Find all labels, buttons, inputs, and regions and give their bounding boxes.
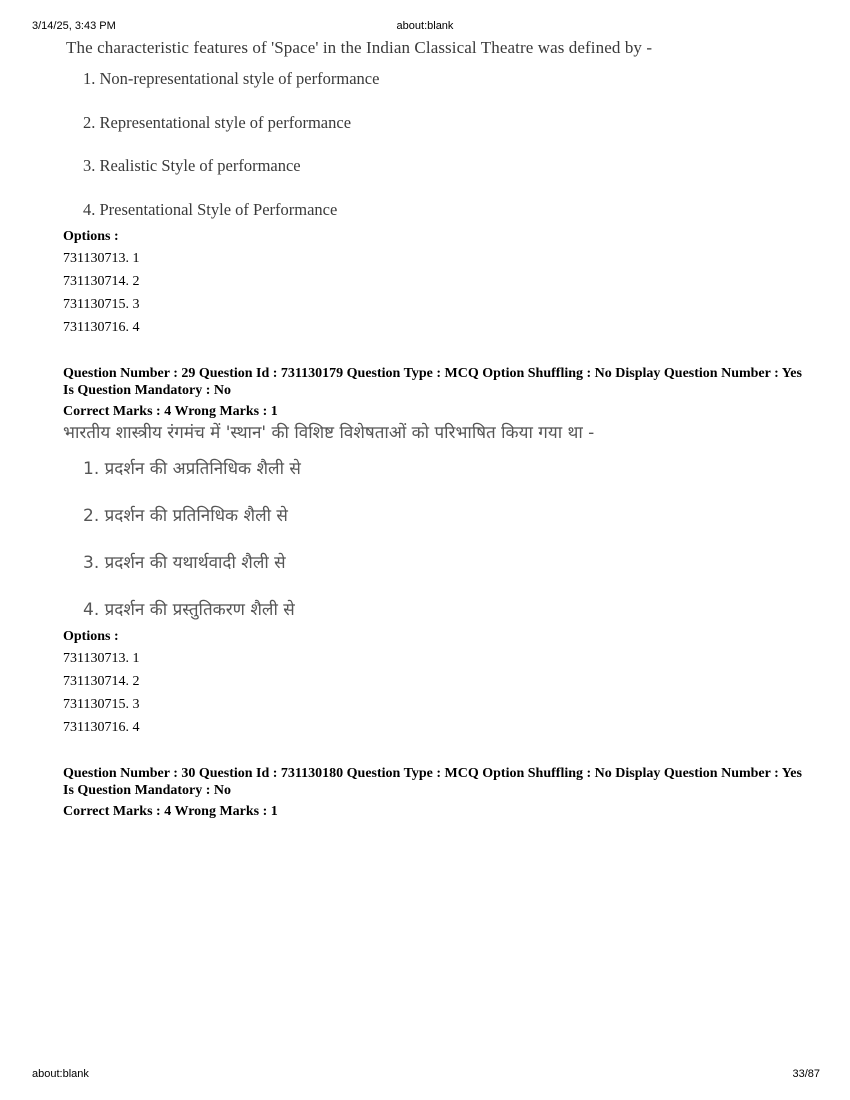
option-row: 731130716. 4 — [63, 719, 140, 735]
choice-2: 2. Representational style of performance — [83, 112, 352, 132]
option-row: 731130716. 4 — [63, 319, 140, 335]
document-body — [63, 38, 813, 820]
option-row: 731130715. 3 — [63, 296, 140, 312]
print-page-title: about:blank — [396, 20, 454, 32]
question-text-hindi: भारतीय शास्त्रीय रंगमंच में 'स्थान' की विशिष्ट विशेषताओं को परिभाषित किया गया था - — [63, 422, 595, 443]
question-block-30 — [63, 765, 813, 820]
question-marks: Correct Marks : 4 Wrong Marks : 1 — [63, 403, 278, 419]
options-list — [63, 247, 813, 339]
option-row: 731130713. 1 — [63, 250, 140, 266]
question-text-english: The characteristic features of 'Space' in the Indian Classical Theatre was defined by - — [66, 38, 653, 57]
option-row: 731130713. 1 — [63, 650, 140, 666]
page-number: 33/87 — [792, 1068, 820, 1080]
choice-4: 4. Presentational Style of Performance — [83, 199, 338, 219]
choice-2: 2. प्रदर्शन की प्रतिनिधिक शैली से — [83, 505, 288, 526]
print-footer-url: about:blank — [32, 1068, 89, 1080]
options-label: Options : — [63, 228, 119, 244]
print-datetime: 3/14/25, 3:43 PM — [32, 20, 116, 32]
choice-3: 3. प्रदर्शन की यथार्थवादी शैली से — [83, 552, 286, 573]
question-block-29 — [63, 365, 813, 739]
choice-3: 3. Realistic Style of performance — [83, 156, 301, 175]
option-row: 731130715. 3 — [63, 696, 140, 712]
question-block-28 — [63, 38, 813, 339]
question-marks: Correct Marks : 4 Wrong Marks : 1 — [63, 803, 278, 819]
question-meta: Question Number : 29 Question Id : 731130179 Question Type : MCQ Option Shuffling : No Display Question Number : Yes Is Question Mandatory : No — [63, 365, 802, 398]
choice-1: 1. प्रदर्शन की अप्रतिनिधिक शैली से — [83, 458, 301, 479]
options-list — [63, 647, 813, 739]
choice-1: 1. Non-representational style of performance — [83, 69, 380, 88]
question-meta: Question Number : 30 Question Id : 731130180 Question Type : MCQ Option Shuffling : No Display Question Number : Yes Is Question Mandatory : No — [63, 765, 802, 798]
option-row: 731130714. 2 — [63, 273, 140, 289]
choice-4: 4. प्रदर्शन की प्रस्तुतिकरण शैली से — [83, 599, 295, 620]
option-row: 731130714. 2 — [63, 673, 140, 689]
options-label: Options : — [63, 628, 119, 644]
question-choices-english — [83, 69, 813, 221]
question-choices-hindi — [83, 456, 813, 621]
